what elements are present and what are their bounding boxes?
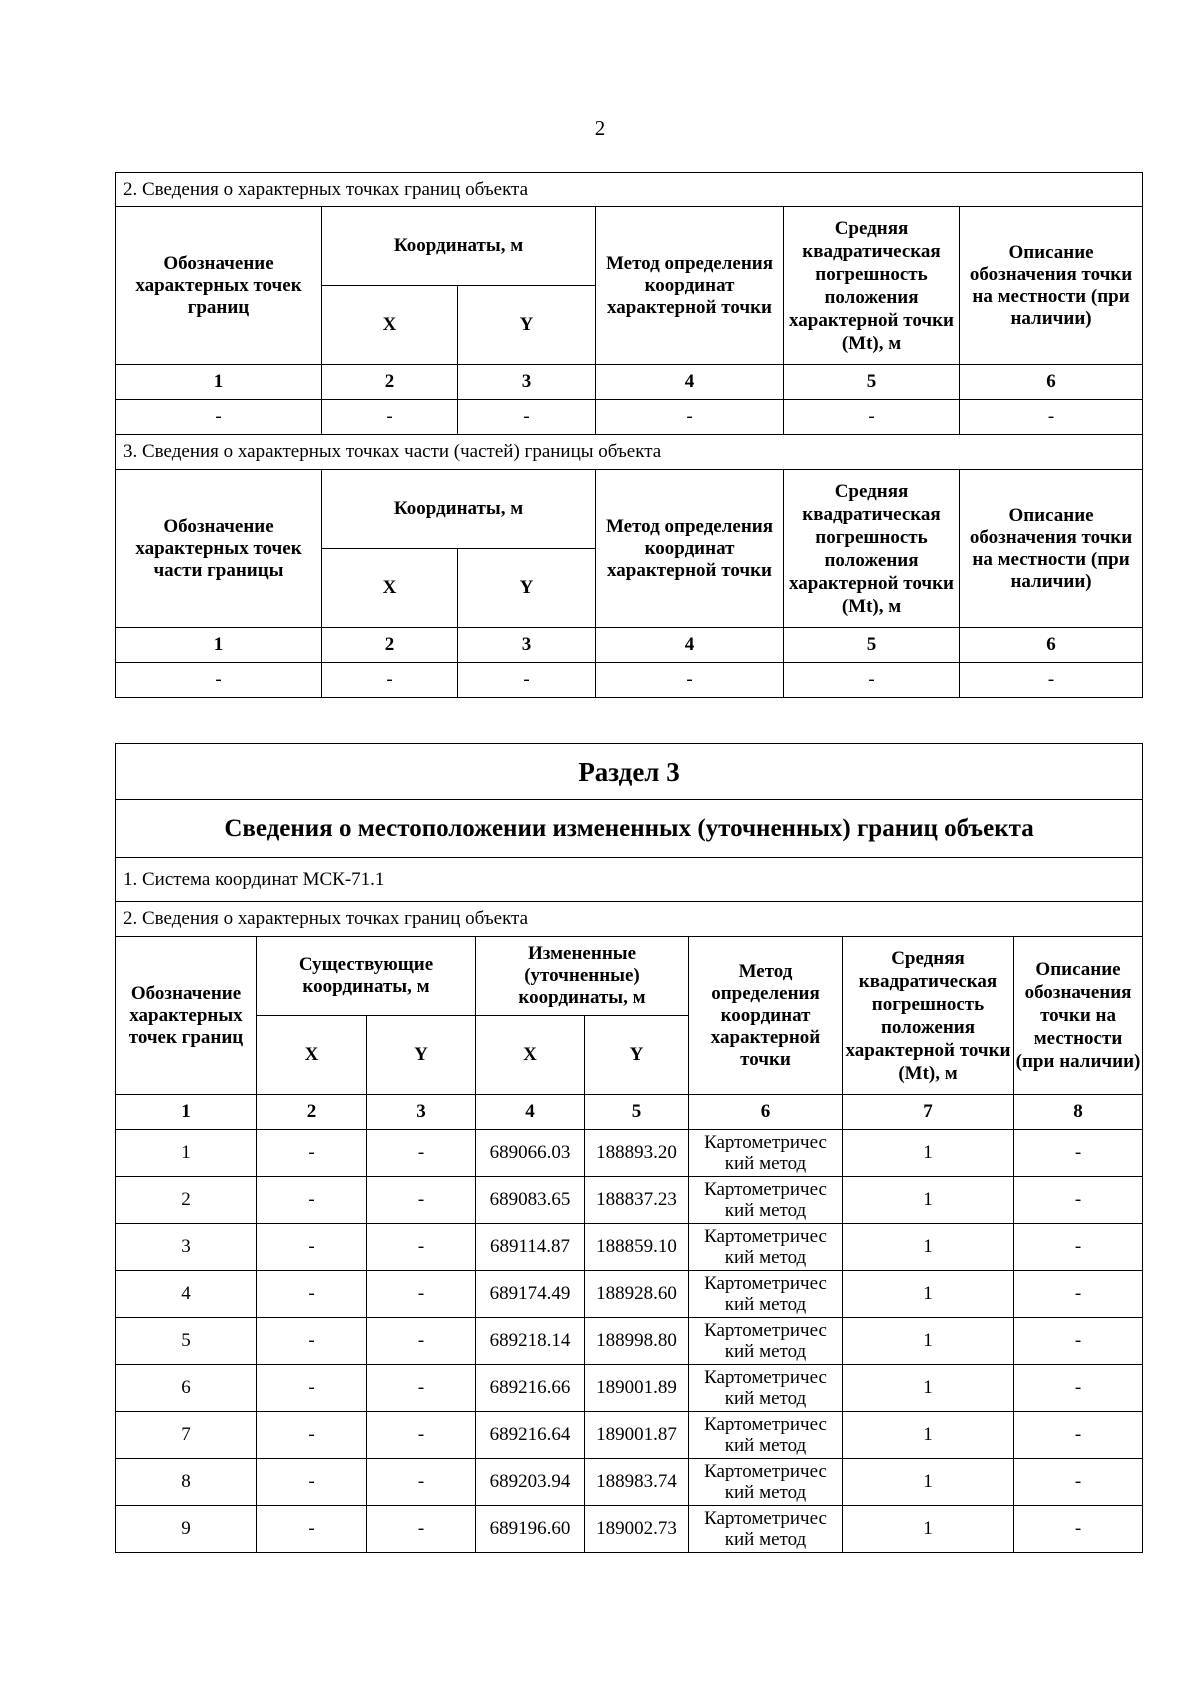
existing-y-cell: - (367, 1412, 476, 1459)
point-number-cell: 3 (116, 1224, 257, 1271)
description-cell: - (1014, 1365, 1143, 1412)
table-row (116, 400, 1143, 435)
column-number: 4 (596, 628, 784, 663)
changed-y-cell: 189002.73 (585, 1506, 689, 1553)
column-number: 4 (476, 1095, 585, 1130)
cell-empty: - (960, 400, 1143, 435)
section-heading: Раздел 3 (116, 744, 1143, 800)
col-method-header: Метод определения координат характерной точки (596, 207, 784, 365)
section-3-title: 3. Сведения о характерных точках части (частей) границы объекта (116, 435, 1143, 470)
point-number-cell: 2 (116, 1177, 257, 1224)
col-error-header: Средняя квадратическая погрешность положения характерной точки (Mt), м (784, 470, 960, 628)
col-description-header: Описание обозначения точки на местности (при наличии) (1014, 937, 1143, 1095)
col-method-header: Метод определения координат характерной точки (689, 937, 843, 1095)
column-number: 6 (960, 365, 1143, 400)
col-designation-header: Обозначение характерных точек границ (116, 937, 257, 1095)
table-row (116, 1459, 1143, 1506)
method-cell: Картометричес кий метод (689, 1365, 843, 1412)
table-row (116, 1224, 1143, 1271)
table-row (116, 1412, 1143, 1459)
section-title: Сведения о местоположении измененных (уточненных) границ объекта (116, 800, 1143, 858)
point-number-cell: 1 (116, 1130, 257, 1177)
column-number: 2 (322, 365, 458, 400)
col-x-header: X (476, 1016, 585, 1095)
error-cell: 1 (843, 1459, 1014, 1506)
column-number: 5 (784, 628, 960, 663)
changed-y-cell: 189001.87 (585, 1412, 689, 1459)
error-cell: 1 (843, 1318, 1014, 1365)
column-number: 1 (116, 1095, 257, 1130)
cell-empty: - (322, 663, 458, 698)
existing-y-cell: - (367, 1365, 476, 1412)
col-designation-header: Обозначение характерных точек границ (116, 207, 322, 365)
points-section-title: 2. Сведения о характерных точках границ объекта (116, 902, 1143, 937)
changed-y-cell: 188893.20 (585, 1130, 689, 1177)
description-cell: - (1014, 1318, 1143, 1365)
changed-x-cell: 689216.66 (476, 1365, 585, 1412)
description-cell: - (1014, 1412, 1143, 1459)
col-changed-coords-header: Измененные (уточненные) координаты, м (476, 937, 689, 1016)
cell-empty: - (596, 663, 784, 698)
method-cell: Картометричес кий метод (689, 1177, 843, 1224)
changed-x-cell: 689196.60 (476, 1506, 585, 1553)
changed-y-cell: 188998.80 (585, 1318, 689, 1365)
table-row (116, 1271, 1143, 1318)
table-row (116, 1365, 1143, 1412)
error-cell: 1 (843, 1412, 1014, 1459)
changed-x-cell: 689114.87 (476, 1224, 585, 1271)
description-cell: - (1014, 1506, 1143, 1553)
col-x-header: X (257, 1016, 367, 1095)
column-number: 3 (458, 628, 596, 663)
column-number: 7 (843, 1095, 1014, 1130)
column-number: 6 (960, 628, 1143, 663)
error-cell: 1 (843, 1506, 1014, 1553)
page-number: 2 (594, 116, 606, 140)
existing-x-cell: - (257, 1271, 367, 1318)
column-number: 8 (1014, 1095, 1143, 1130)
existing-y-cell: - (367, 1459, 476, 1506)
cell-empty: - (116, 400, 322, 435)
column-number: 2 (322, 628, 458, 663)
existing-y-cell: - (367, 1506, 476, 1553)
existing-x-cell: - (257, 1506, 367, 1553)
description-cell: - (1014, 1130, 1143, 1177)
col-coords-header: Координаты, м (322, 470, 596, 549)
changed-x-cell: 689066.03 (476, 1130, 585, 1177)
column-number: 2 (257, 1095, 367, 1130)
changed-y-cell: 188928.60 (585, 1271, 689, 1318)
col-y-header: Y (585, 1016, 689, 1095)
description-cell: - (1014, 1459, 1143, 1506)
col-description-header: Описание обозначения точки на местности (при наличии) (960, 470, 1143, 628)
point-number-cell: 4 (116, 1271, 257, 1318)
changed-y-cell: 189001.89 (585, 1365, 689, 1412)
description-cell: - (1014, 1224, 1143, 1271)
table-row (116, 1130, 1143, 1177)
point-number-cell: 9 (116, 1506, 257, 1553)
col-y-header: Y (458, 549, 596, 628)
error-cell: 1 (843, 1224, 1014, 1271)
cell-empty: - (458, 663, 596, 698)
column-number: 1 (116, 365, 322, 400)
col-y-header: Y (458, 286, 596, 365)
existing-x-cell: - (257, 1318, 367, 1365)
column-number: 1 (116, 628, 322, 663)
column-number: 5 (784, 365, 960, 400)
existing-y-cell: - (367, 1271, 476, 1318)
changed-y-cell: 188859.10 (585, 1224, 689, 1271)
method-cell: Картометричес кий метод (689, 1224, 843, 1271)
point-number-cell: 7 (116, 1412, 257, 1459)
point-number-cell: 8 (116, 1459, 257, 1506)
existing-x-cell: - (257, 1224, 367, 1271)
points-table-body (116, 1130, 1143, 1553)
method-cell: Картометричес кий метод (689, 1130, 843, 1177)
existing-y-cell: - (367, 1130, 476, 1177)
table-row (116, 663, 1143, 698)
error-cell: 1 (843, 1271, 1014, 1318)
column-number: 4 (596, 365, 784, 400)
column-number: 6 (689, 1095, 843, 1130)
changed-y-cell: 188983.74 (585, 1459, 689, 1506)
col-y-header: Y (367, 1016, 476, 1095)
changed-x-cell: 689218.14 (476, 1318, 585, 1365)
col-x-header: X (322, 286, 458, 365)
col-description-header: Описание обозначения точки на местности (при наличии) (960, 207, 1143, 365)
existing-x-cell: - (257, 1177, 367, 1224)
method-cell: Картометричес кий метод (689, 1506, 843, 1553)
point-number-cell: 5 (116, 1318, 257, 1365)
existing-y-cell: - (367, 1318, 476, 1365)
existing-y-cell: - (367, 1224, 476, 1271)
existing-x-cell: - (257, 1130, 367, 1177)
table-row (116, 1318, 1143, 1365)
cell-empty: - (596, 400, 784, 435)
method-cell: Картометричес кий метод (689, 1271, 843, 1318)
changed-x-cell: 689083.65 (476, 1177, 585, 1224)
changed-x-cell: 689203.94 (476, 1459, 585, 1506)
changed-y-cell: 188837.23 (585, 1177, 689, 1224)
column-number-row (116, 365, 1143, 400)
error-cell: 1 (843, 1365, 1014, 1412)
col-designation-part-header: Обозначение характерных точек части границы (116, 470, 322, 628)
existing-x-cell: - (257, 1365, 367, 1412)
table-row (116, 1506, 1143, 1553)
existing-x-cell: - (257, 1459, 367, 1506)
changed-x-cell: 689174.49 (476, 1271, 585, 1318)
boundary-points-table (115, 172, 1143, 698)
cell-empty: - (784, 400, 960, 435)
existing-x-cell: - (257, 1412, 367, 1459)
col-coords-header: Координаты, м (322, 207, 596, 286)
cell-empty: - (960, 663, 1143, 698)
method-cell: Картометричес кий метод (689, 1459, 843, 1506)
point-number-cell: 6 (116, 1365, 257, 1412)
description-cell: - (1014, 1177, 1143, 1224)
cell-empty: - (458, 400, 596, 435)
cell-empty: - (322, 400, 458, 435)
column-number-row (116, 628, 1143, 663)
cell-empty: - (116, 663, 322, 698)
cell-empty: - (784, 663, 960, 698)
method-cell: Картометричес кий метод (689, 1412, 843, 1459)
col-x-header: X (322, 549, 458, 628)
description-cell: - (1014, 1271, 1143, 1318)
existing-y-cell: - (367, 1177, 476, 1224)
col-existing-coords-header: Существующие координаты, м (257, 937, 476, 1016)
column-number: 3 (458, 365, 596, 400)
column-number: 3 (367, 1095, 476, 1130)
changed-x-cell: 689216.64 (476, 1412, 585, 1459)
col-method-header: Метод определения координат характерной точки (596, 470, 784, 628)
table-row (116, 1177, 1143, 1224)
section-3-table (115, 743, 1143, 1553)
section-2-title: 2. Сведения о характерных точках границ объекта (116, 173, 1143, 207)
col-error-header: Средняя квадратическая погрешность положения характерной точки (Mt), м (843, 937, 1014, 1095)
method-cell: Картометричес кий метод (689, 1318, 843, 1365)
error-cell: 1 (843, 1177, 1014, 1224)
col-error-header: Средняя квадратическая погрешность положения характерной точки (Mt), м (784, 207, 960, 365)
coordinate-system: 1. Система координат МСК-71.1 (116, 858, 1143, 902)
error-cell: 1 (843, 1130, 1014, 1177)
column-number-row (116, 1095, 1143, 1130)
column-number: 5 (585, 1095, 689, 1130)
